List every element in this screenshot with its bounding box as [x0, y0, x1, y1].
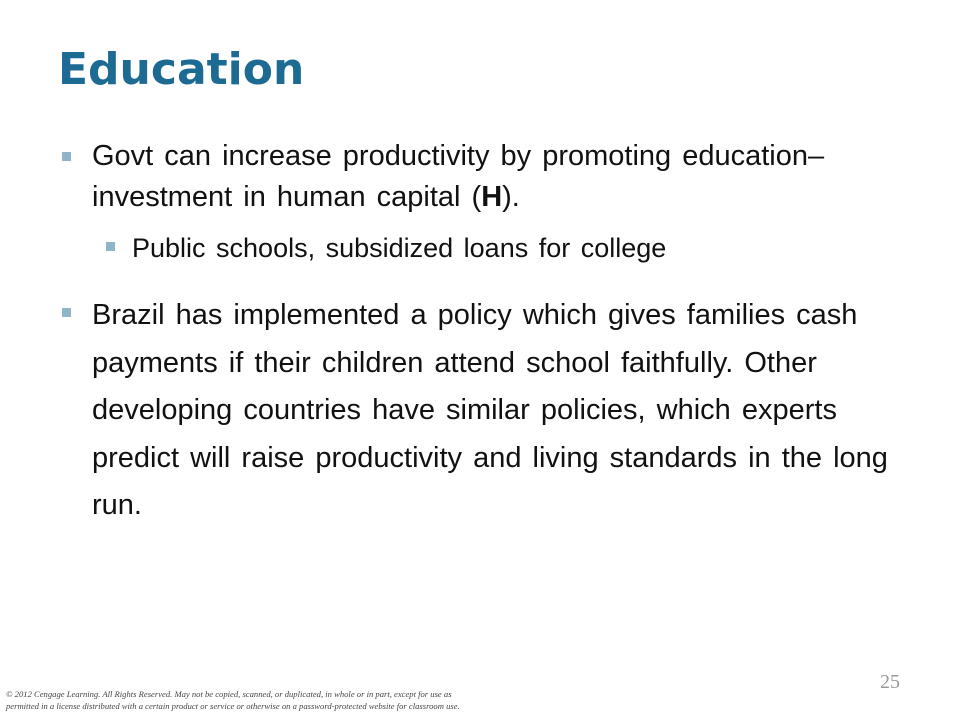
square-bullet-icon [62, 152, 71, 161]
bullet-text-1-bold: H [481, 181, 503, 213]
bullet-text-1-part-c: ). [502, 181, 520, 213]
bullet-text-2: Public schools, subsidized loans for college [132, 233, 667, 263]
bullet-text-1-part-a: Govt can increase productivity by promoting education–investment in human capital ( [92, 140, 825, 213]
square-bullet-icon [106, 242, 115, 251]
bullet-text-3: Brazil has implemented a policy which gives families cash payments if their children attend school faithfully. Other developing countries have similar policies, which experts predict will raise productivity and living standards in the long run. [92, 299, 888, 521]
copyright-line-2: permitted in a license distributed with a certain product or service or otherwise on a password-protected website for classroom use. [6, 701, 460, 711]
square-bullet-icon [62, 308, 71, 317]
copyright-line-1: © 2012 Cengage Learning. All Rights Reserved. May not be copied, scanned, or duplicated, in whole or in part, except for use as [6, 689, 452, 699]
copyright-notice [6, 688, 646, 712]
page-number: 25 [880, 671, 900, 693]
slide-title: Education [58, 44, 305, 95]
bullet-text-1 [92, 136, 912, 218]
